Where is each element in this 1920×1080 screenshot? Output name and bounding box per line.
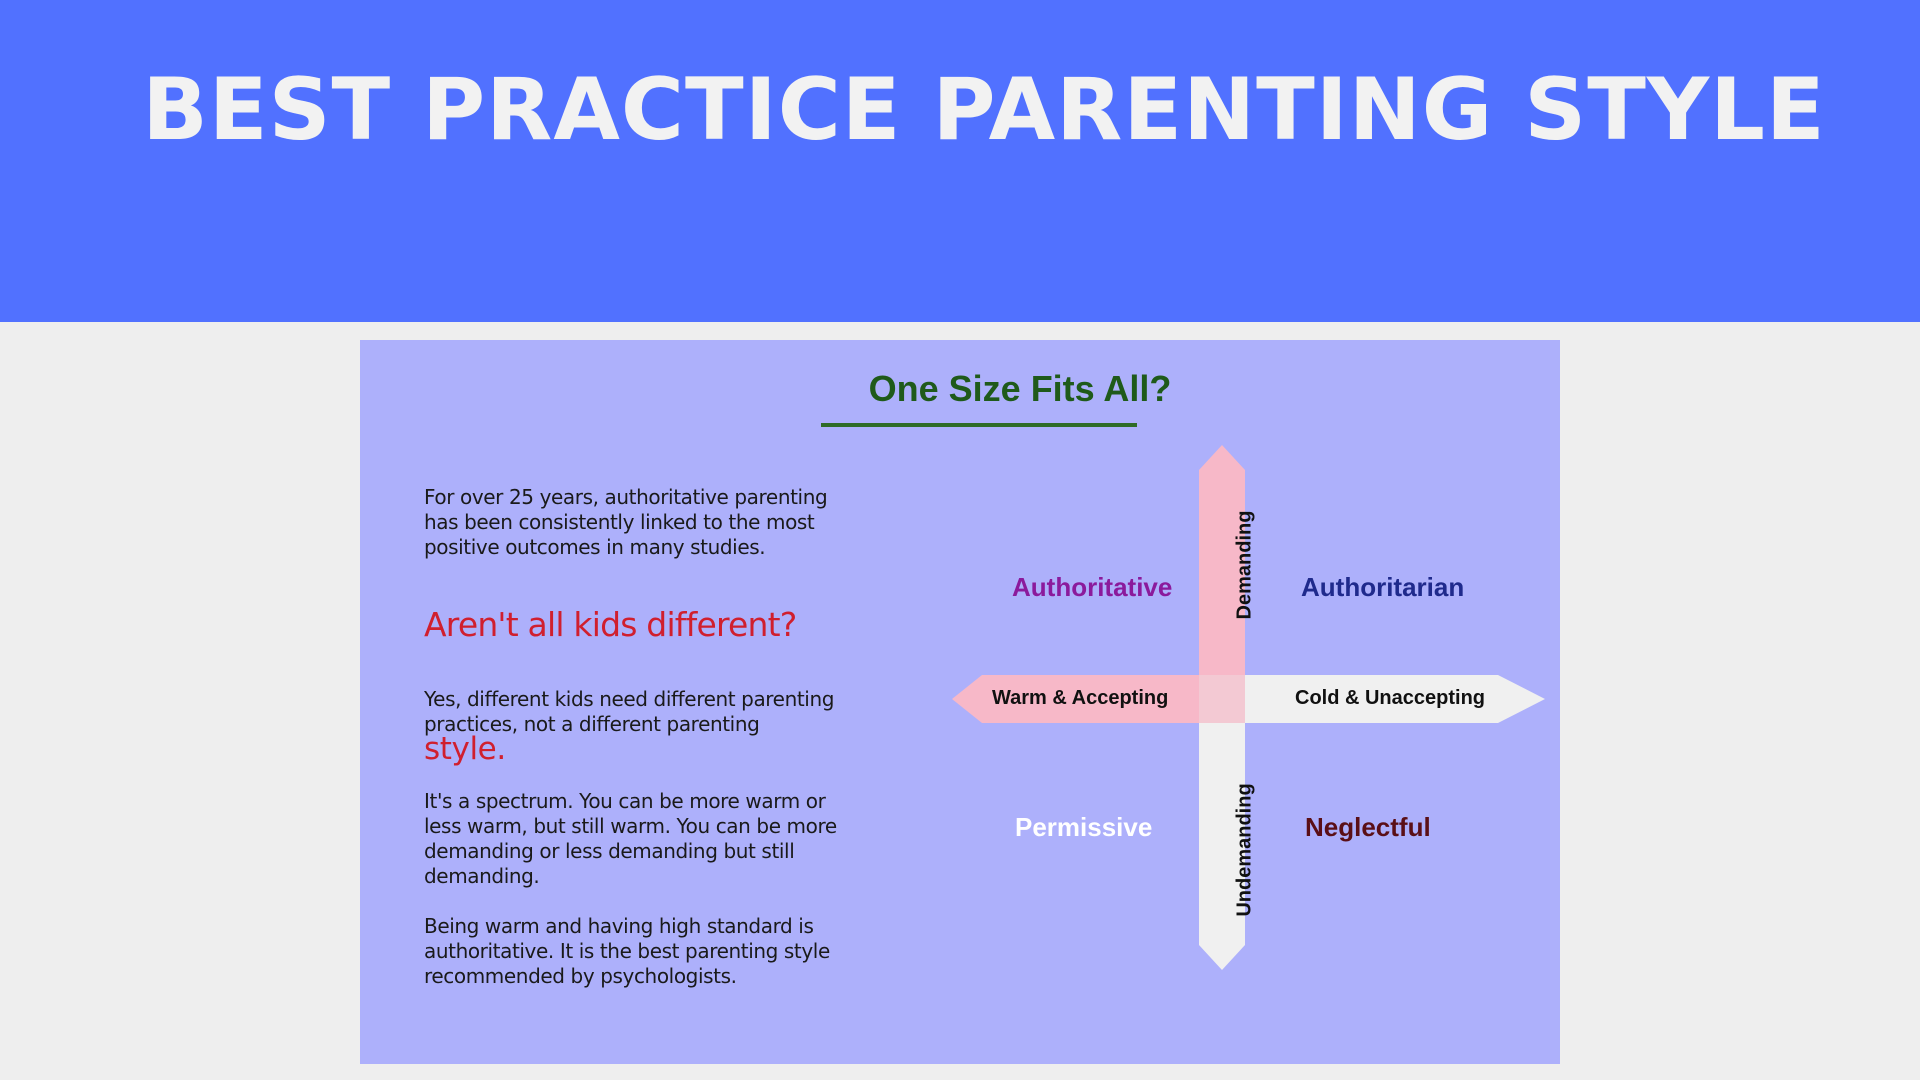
- header-banner: [0, 0, 1920, 322]
- spectrum-paragraph: It's a spectrum. You can be more warm or less warm, but still warm. You can be more demanding or less demanding but still demanding.: [424, 789, 837, 888]
- quadrant-authoritative: Authoritative: [1012, 572, 1173, 602]
- style-emphasis: style.: [424, 731, 506, 767]
- slide-title: One Size Fits All?: [868, 368, 1172, 409]
- axis-label-warm: Warm & Accepting: [992, 687, 1169, 709]
- quadrant-authoritarian: Authoritarian: [1301, 572, 1465, 602]
- practices-text: Yes, different kids need different parenting practices, not a different parenting: [424, 687, 835, 736]
- axis-label-demanding: Demanding: [1233, 510, 1256, 620]
- question-heading: Aren't all kids different?: [424, 605, 797, 644]
- recommendation-paragraph: Being warm and having high standard is authoritative. It is the best parenting style recommended by psychologists.: [424, 914, 830, 988]
- axis-center: [1199, 675, 1245, 723]
- axis-label-cold: Cold & Unaccepting: [1295, 687, 1486, 709]
- quadrant-neglectful: Neglectful: [1305, 812, 1431, 842]
- quadrant-permissive: Permissive: [1015, 812, 1153, 842]
- axis-label-undemanding: Undemanding: [1233, 783, 1256, 917]
- intro-paragraph: For over 25 years, authoritative parenting has been consistently linked to the most positive outcomes in many studies.: [424, 485, 828, 559]
- page-title: BEST PRACTICE PARENTING STYLE: [142, 60, 1826, 160]
- slide-image: [360, 340, 1560, 1064]
